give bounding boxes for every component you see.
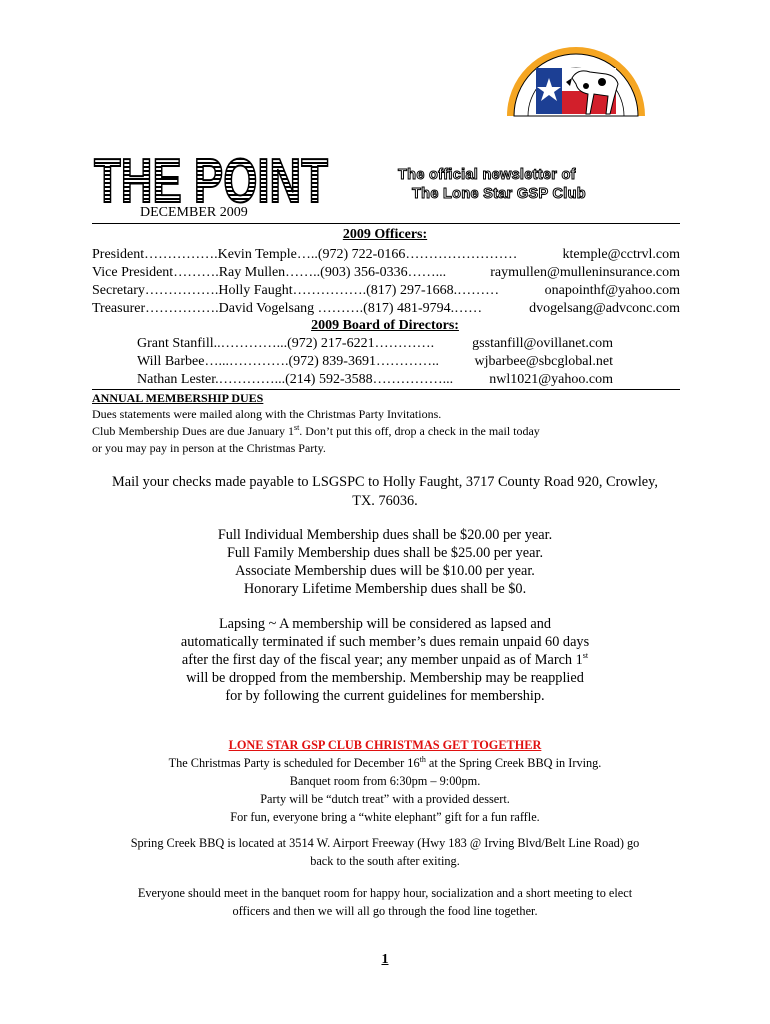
officer-email: raymullen@mulleninsurance.com: [490, 265, 680, 280]
club-logo: [506, 38, 646, 118]
masthead-logo: [92, 150, 332, 210]
issue-date: DECEMBER 2009: [140, 205, 248, 220]
dues-line-3: or you may pay in person at the Christmas Party.: [92, 441, 326, 455]
officer-email: onapointhf@yahoo.com: [544, 283, 680, 298]
dues-line-1: Dues statements were mailed along with the Christmas Party Invitations.: [92, 407, 442, 421]
newsletter-tagline: [398, 166, 648, 204]
officer-info: President…………….Kevin Temple…..(972) 722-0166……………………: [92, 247, 518, 262]
tagline-line-1: The official newsletter of: [398, 167, 576, 183]
officer-email: dvogelsang@advconc.com: [529, 301, 680, 316]
officer-info: Treasurer…………….David Vogelsang ……….(817) 481-9794.……: [92, 301, 483, 316]
rate-line: Full Family Membership dues shall be $25.00 per year.: [226, 545, 544, 561]
membership-rates: [0, 526, 770, 598]
officer-row: [92, 264, 680, 282]
board-heading: 2009 Board of Directors:: [311, 318, 459, 333]
director-email: nwl1021@yahoo.com: [489, 372, 613, 387]
officer-row: [92, 282, 680, 300]
officer-email: ktemple@cctrvl.com: [562, 247, 680, 262]
officer-row: [92, 300, 680, 318]
board-row: [137, 371, 613, 389]
section-divider: [92, 389, 680, 390]
director-email: wjbarbee@sbcglobal.net: [474, 354, 613, 369]
svg-text:THE POINT: THE POINT: [94, 150, 329, 210]
board-row: [137, 353, 613, 371]
officers-heading: 2009 Officers:: [342, 227, 428, 242]
tagline-line-2: The Lone Star GSP Club: [412, 186, 586, 202]
dues-heading: ANNUAL MEMBERSHIP DUES: [92, 391, 264, 405]
director-info: Will Barbee…...………….(972) 839-3691…………..: [137, 354, 439, 369]
meeting-note: Everyone should meet in the banquet room for happy hour, socialization and a short meeting to elect officers and then we will all go through the food line together.: [137, 886, 633, 918]
christmas-heading: LONE STAR GSP CLUB CHRISTMAS GET TOGETHER: [228, 738, 542, 752]
director-info: Grant Stanfill..…………...(972) 217-6221………….: [137, 336, 435, 351]
board-row: [137, 335, 613, 353]
venue-directions: Spring Creek BBQ is located at 3514 W. Airport Freeway (Hwy 183 @ Irving Blvd/Belt Line Road) go back to the south after exiting.: [130, 836, 640, 868]
christmas-details: The Christmas Party is scheduled for December 16th at the Spring Creek BBQ in Irving. Banquet room from 6:30pm – 9:00pm. Party will be “dutch treat” with a provided dessert. For fun, everyone bring a “white elephant” gift for a fun raffle.: [168, 754, 602, 824]
rate-line: Honorary Lifetime Membership dues shall be $0.: [243, 581, 527, 597]
page-number: 1: [381, 952, 389, 967]
lapsing-policy: Lapsing ~ A membership will be considered as lapsed and automatically terminated if such member’s dues remain unpaid 60 days after the first day of the fiscal year; any member unpaid as of March 1st will be dropped from the membership. Membership may be reapplied for by following the current guidelines for membership.: [180, 616, 590, 704]
director-info: Nathan Lester.…………...(214) 592-3588……………...: [137, 372, 454, 387]
officer-row: [92, 246, 680, 264]
rate-line: Full Individual Membership dues shall be $20.00 per year.: [217, 527, 553, 543]
header-divider: [92, 223, 680, 224]
officer-info: Secretary…………….Holly Faught…………….(817) 297-1668.………: [92, 283, 500, 298]
director-email: gsstanfill@ovillanet.com: [472, 336, 613, 351]
officer-info: Vice President……….Ray Mullen……..(903) 356-0336……...: [92, 265, 447, 280]
rate-line: Associate Membership dues will be $10.00 per year.: [235, 563, 535, 579]
dues-line-2: Club Membership Dues are due January 1st. Don’t put this off, drop a check in the mail today: [92, 423, 540, 438]
mail-instructions: Mail your checks made payable to LSGSPC to Holly Faught, 3717 County Road 920, Crowley, TX. 76036.: [112, 474, 658, 509]
